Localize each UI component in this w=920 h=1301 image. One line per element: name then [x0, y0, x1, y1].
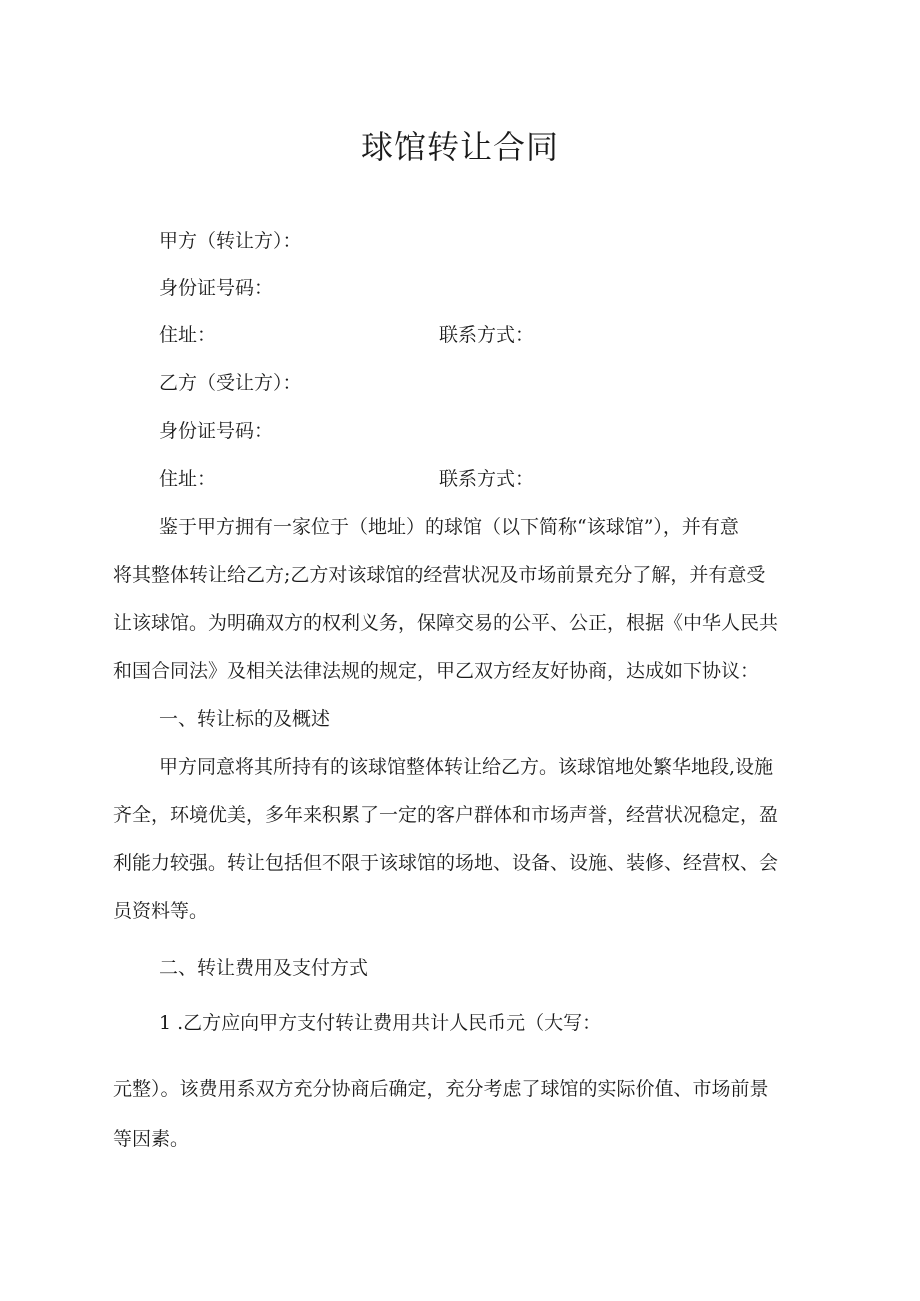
- paragraph-line: 齐全，环境优美，多年来积累了一定的客户群体和市场声誉，经营状况稳定，盈: [113, 804, 779, 826]
- party-b-address-row: [159, 464, 809, 494]
- preamble-line: 鉴于甲方拥有一家位于（地址）的球馆（以下简称“该球馆”），并有意: [159, 516, 739, 538]
- clause-line: 1 .乙方应向甲方支付转让费用共计人民币元（大写：: [159, 1012, 602, 1034]
- section-heading: 一、转让标的及概述: [159, 708, 331, 730]
- party-b-label: 乙方（受让方）：: [159, 372, 302, 394]
- section-heading: 二、转让费用及支付方式: [159, 957, 369, 979]
- party-a-label: 甲方（转让方）：: [159, 230, 302, 252]
- party-b-address-label: 住址：: [159, 468, 217, 490]
- paragraph-line: 利能力较强。转让包括但不限于该球馆的场地、设备、设施、装修、经营权、会: [113, 852, 779, 874]
- page-title: 球馆转让合同: [360, 128, 559, 166]
- party-a-id-label: 身份证号码：: [159, 277, 274, 299]
- party-a-address-label: 住址：: [159, 324, 217, 346]
- preamble-line: 将其整体转让给乙方;乙方对该球馆的经营状况及市场前景充分了解，并有意受: [113, 564, 766, 586]
- party-a-contact-label: 联系方式：: [439, 324, 535, 346]
- party-b-contact-label: 联系方式：: [439, 468, 535, 490]
- party-a-address-row: [159, 320, 809, 350]
- party-b-id-label: 身份证号码：: [159, 420, 274, 442]
- clause-line: 等因素。: [113, 1128, 190, 1150]
- clause-line: 元整）。该费用系双方充分协商后确定，充分考虑了球馆的实际价值、市场前景: [113, 1078, 769, 1100]
- preamble-line: 让该球馆。为明确双方的权利义务，保障交易的公平、公正，根据《中华人民共: [113, 612, 779, 634]
- preamble-line: 和国合同法》及相关法律法规的规定，甲乙双方经友好协商，达成如下协议：: [113, 660, 760, 682]
- paragraph-line: 甲方同意将其所持有的该球馆整体转让给乙方。该球馆地处繁华地段,设施: [159, 756, 774, 778]
- paragraph-line: 员资料等。: [113, 900, 209, 922]
